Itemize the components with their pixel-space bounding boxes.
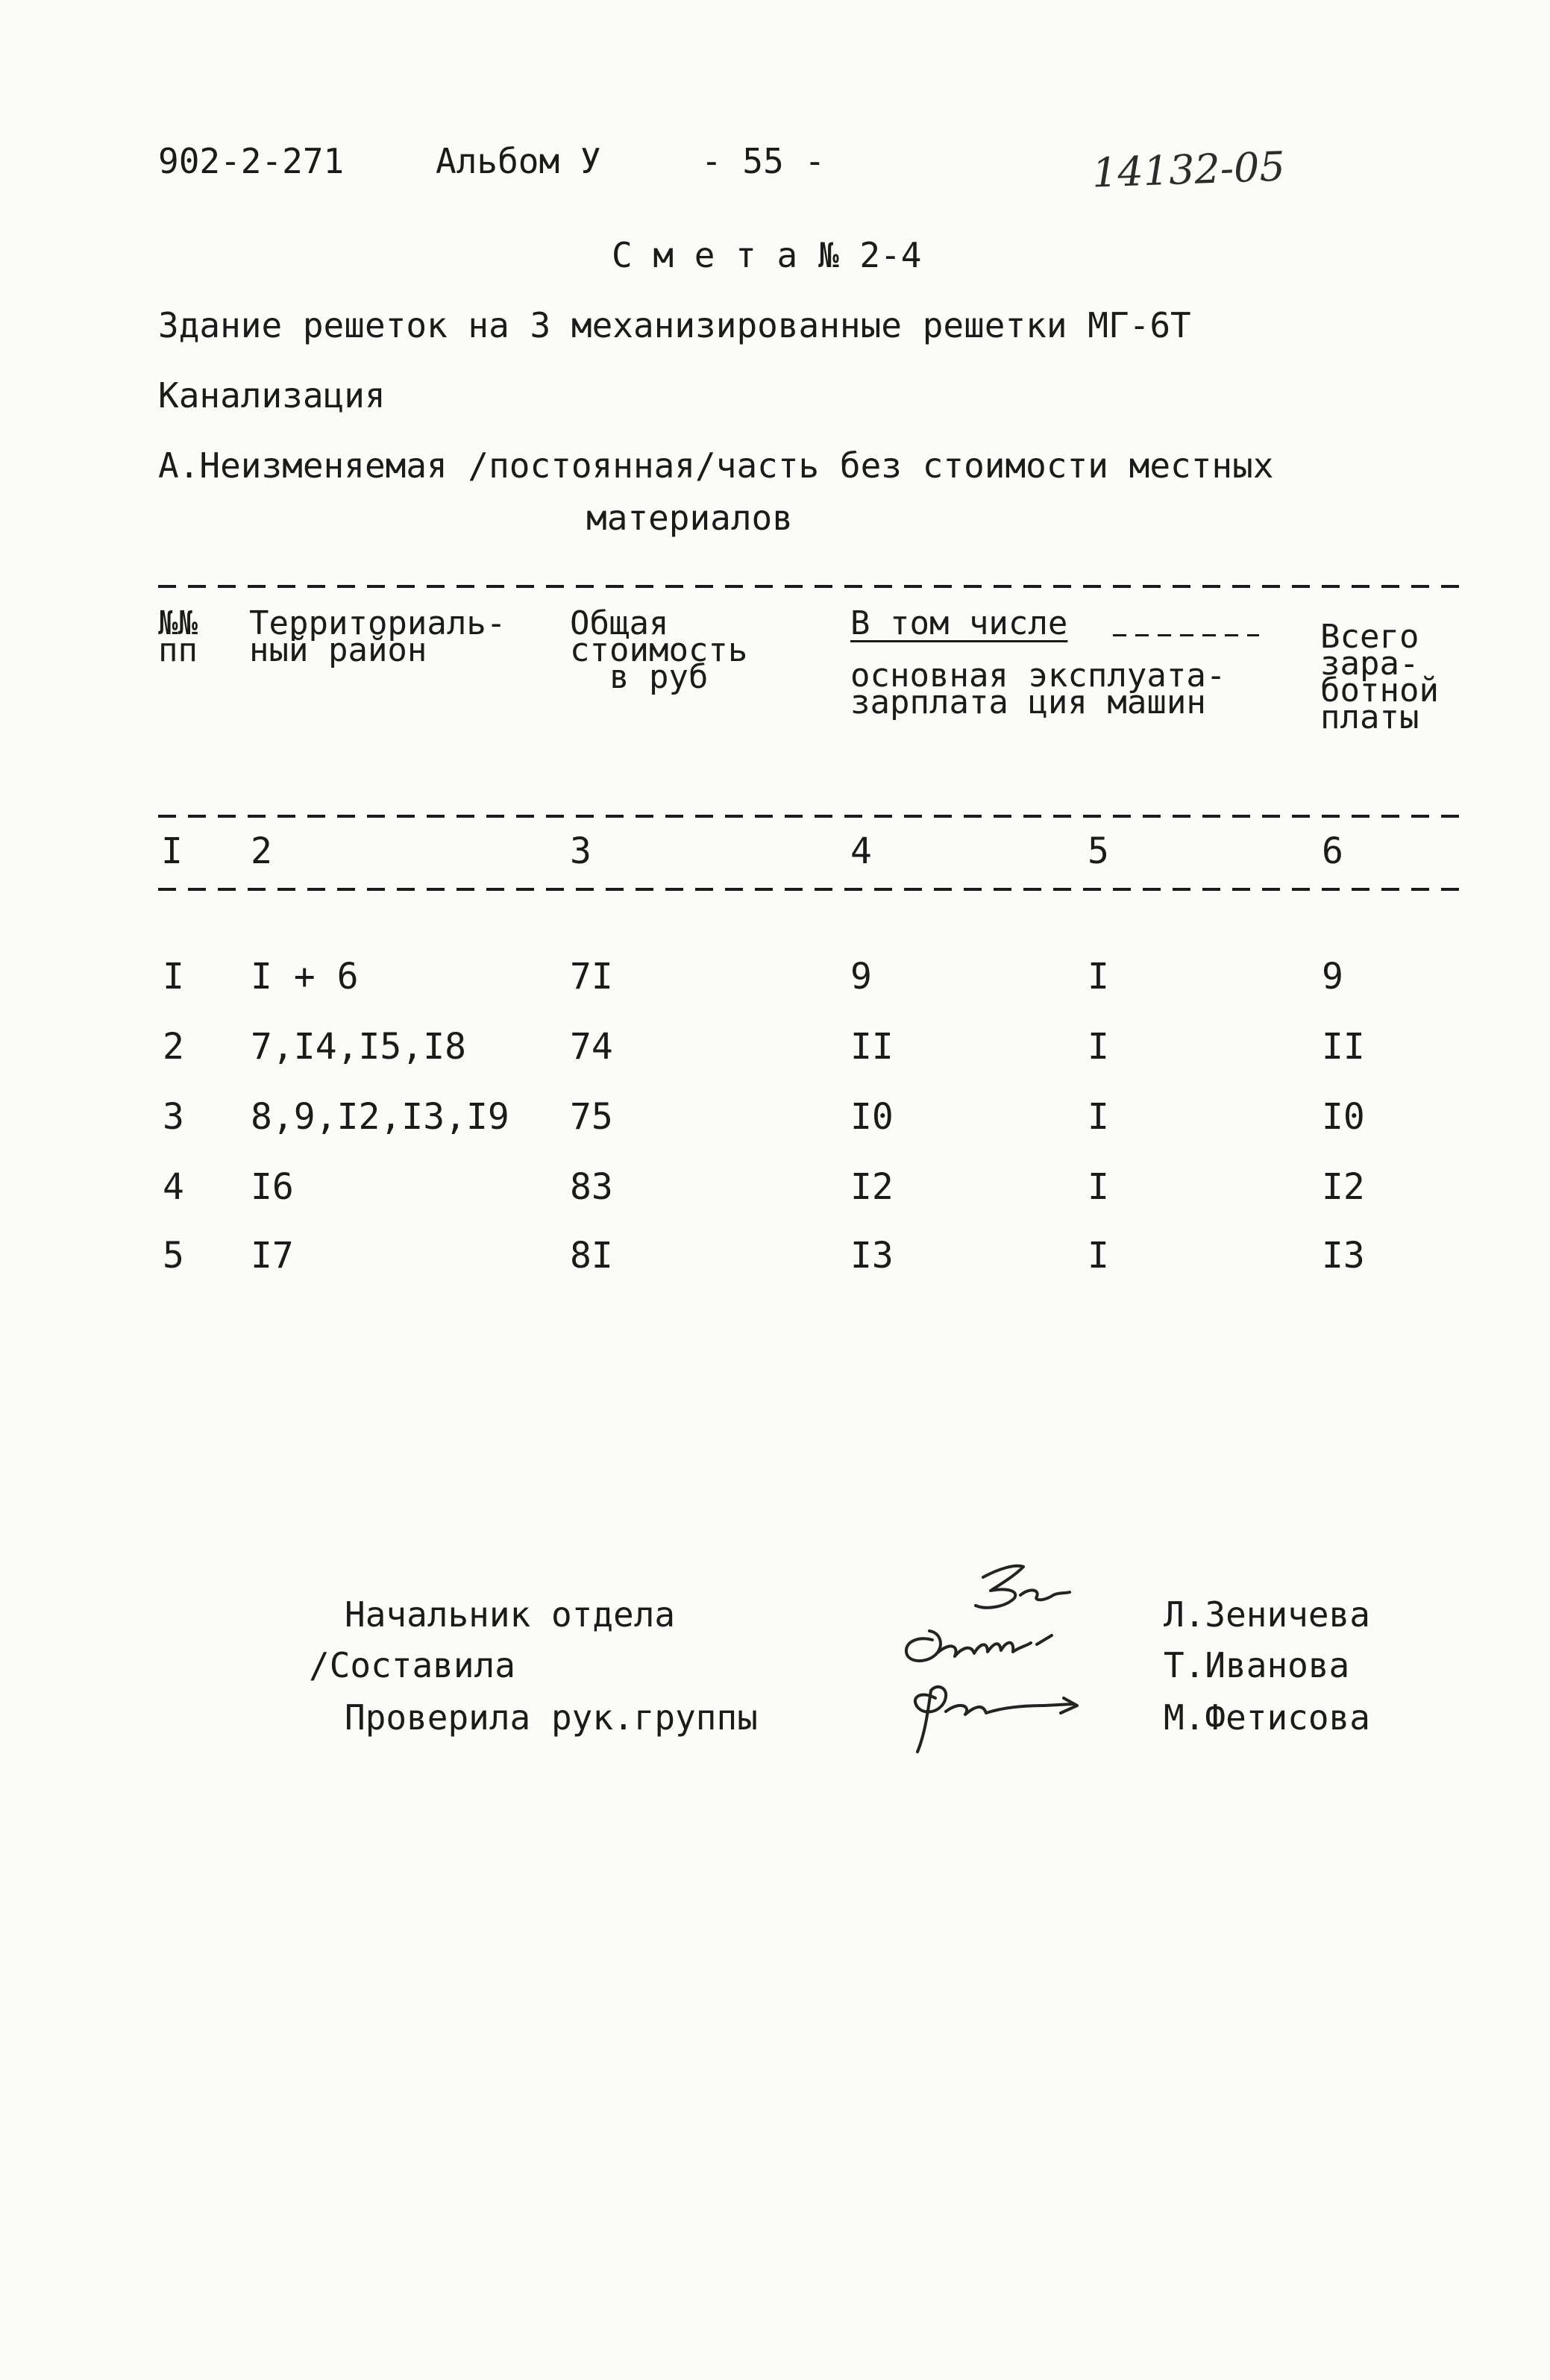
- row-total-cost: 83: [570, 1166, 613, 1208]
- row-salary: 9: [850, 956, 872, 998]
- row-total-cost: 7I: [570, 956, 613, 998]
- row-region: I7: [251, 1235, 294, 1277]
- row-region: 8,9,I2,I3,I9: [251, 1096, 509, 1138]
- row-machines: I: [1088, 1026, 1109, 1068]
- column-number-5: 5: [1088, 830, 1109, 872]
- row-number: 5: [163, 1235, 184, 1277]
- header-total-cost: Общая стоимость в руб: [570, 604, 748, 696]
- row-salary: II: [850, 1026, 894, 1068]
- row-number: 2: [163, 1026, 184, 1068]
- row-region: I6: [251, 1166, 294, 1208]
- row-number: 3: [163, 1096, 184, 1138]
- column-number-6: 6: [1322, 830, 1343, 872]
- header-row-number: №№ пп: [158, 604, 198, 669]
- document-title: С м е т а № 2-4: [612, 235, 922, 275]
- signature-role-1: Начальник отдела: [345, 1594, 676, 1635]
- row-total-cost: 74: [570, 1026, 613, 1068]
- header-total-wages: Всего зара- ботной платы: [1320, 618, 1439, 736]
- table-top-rule: [158, 585, 1471, 588]
- row-machines: I: [1088, 956, 1109, 998]
- row-machines: I: [1088, 1166, 1109, 1208]
- row-machines: I: [1088, 1235, 1109, 1277]
- signature-role-3: Проверила рук.группы: [345, 1697, 758, 1738]
- row-total-wages: 9: [1322, 956, 1343, 998]
- row-region: I + 6: [251, 956, 359, 998]
- signature-role-2: /Составила: [309, 1645, 515, 1685]
- header-salary-machines: основная эксплуата- зарплата ция машин: [850, 657, 1226, 721]
- column-number-2: 2: [251, 830, 272, 872]
- column-numbers-bottom-rule: [158, 888, 1471, 891]
- row-total-wages: II: [1322, 1026, 1365, 1068]
- header-including-group: В том числе: [850, 604, 1068, 642]
- signature-name-2: Т.Иванова: [1164, 1645, 1350, 1685]
- header-group-rule: [1113, 634, 1259, 636]
- row-salary: I2: [850, 1166, 894, 1208]
- row-total-wages: I2: [1322, 1166, 1365, 1208]
- handwritten-signatures: [888, 1552, 1156, 1761]
- row-machines: I: [1088, 1096, 1109, 1138]
- row-total-wages: I3: [1322, 1235, 1365, 1277]
- handwritten-number: 14132-05: [1091, 143, 1286, 197]
- header-region: Территориаль- ный район: [249, 604, 506, 669]
- column-number-4: 4: [850, 830, 872, 872]
- project-code: 902-2-271: [158, 141, 345, 181]
- row-total-cost: 75: [570, 1096, 613, 1138]
- page-number: - 55 -: [701, 141, 826, 181]
- row-region: 7,I4,I5,I8: [251, 1026, 466, 1068]
- row-total-wages: I0: [1322, 1096, 1365, 1138]
- section-title-line1: А.Неизменяемая /постоянная/часть без стоимости местных: [158, 445, 1274, 486]
- row-total-cost: 8I: [570, 1235, 613, 1277]
- row-salary: I0: [850, 1096, 894, 1138]
- column-numbers-top-rule: [158, 815, 1471, 818]
- row-number: 4: [163, 1166, 184, 1208]
- signature-name-1: Л.Зеничева: [1164, 1594, 1370, 1635]
- row-salary: I3: [850, 1235, 894, 1277]
- album-label: Альбом У: [436, 141, 601, 181]
- section-title-line2: материалов: [586, 498, 793, 538]
- column-number-3: 3: [570, 830, 592, 872]
- column-number-1: I: [161, 830, 183, 872]
- row-number: I: [163, 956, 184, 998]
- signature-name-3: М.Фетисова: [1164, 1697, 1370, 1738]
- building-description: Здание решеток на 3 механизированные решетки МГ-6Т: [158, 305, 1191, 345]
- system-name: Канализация: [158, 375, 386, 416]
